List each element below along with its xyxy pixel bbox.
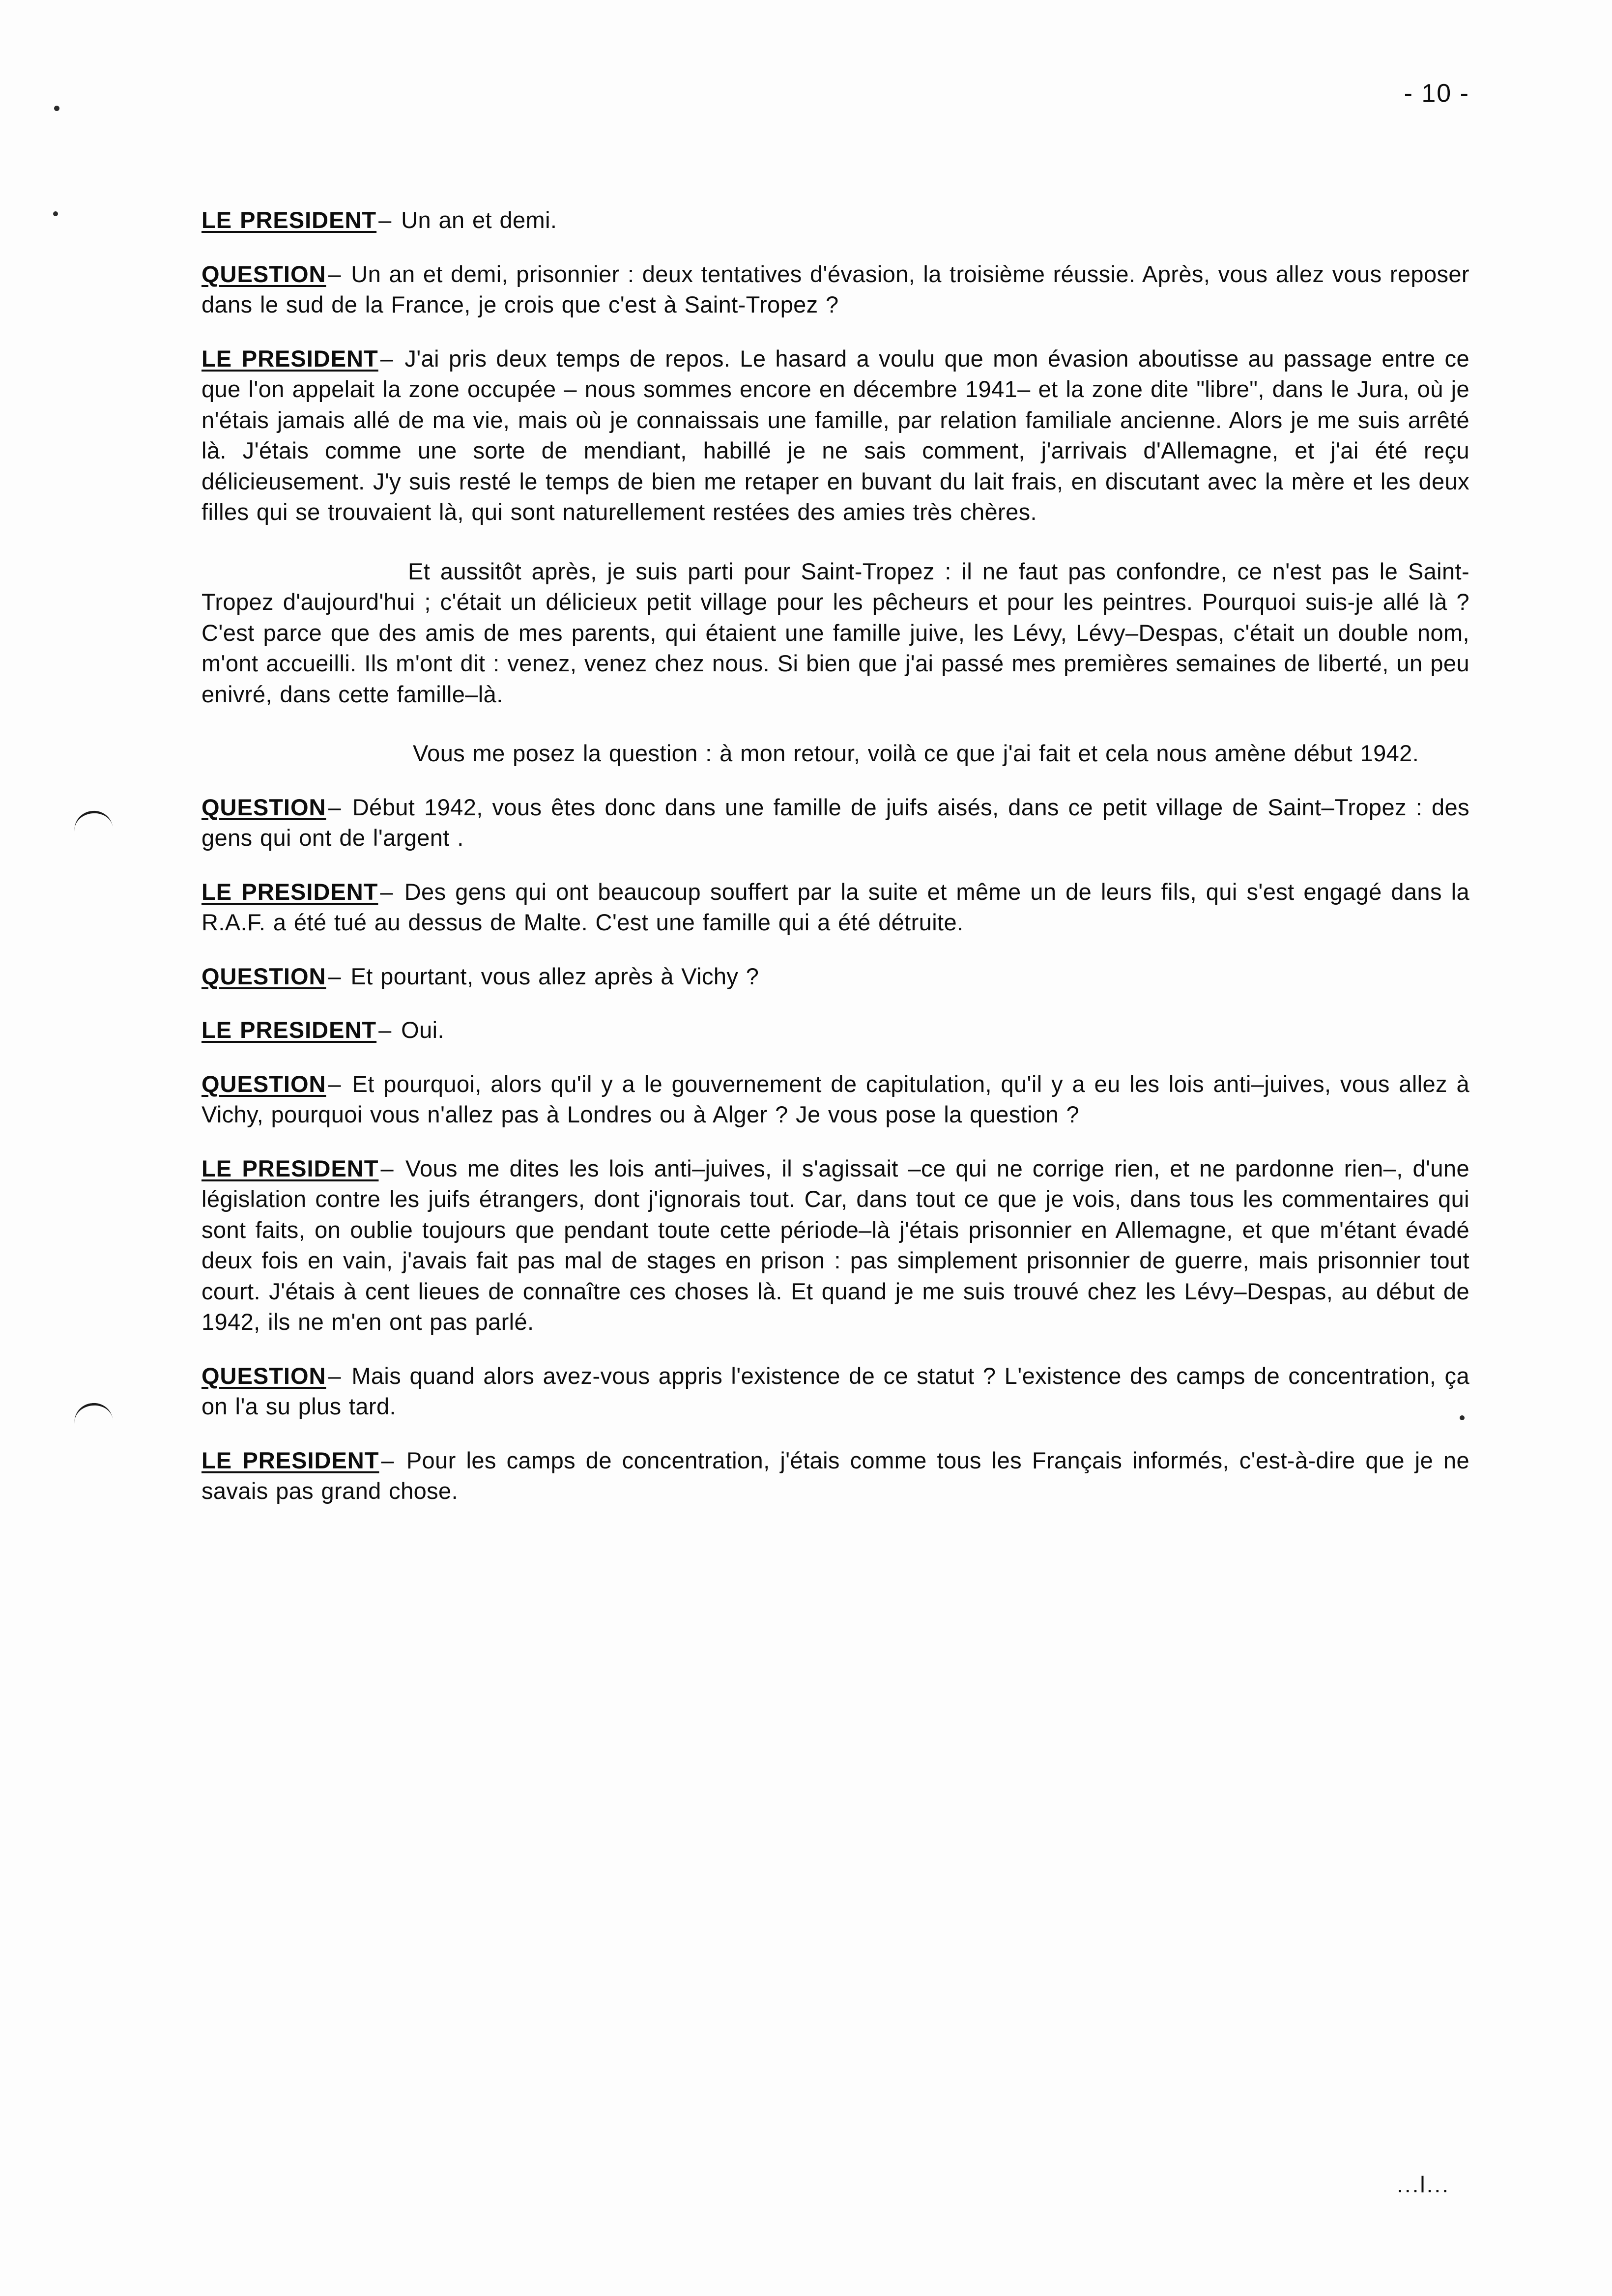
speaker-dash: – bbox=[328, 1362, 342, 1389]
paragraph-text: Début 1942, vous êtes donc dans une famille de juifs aisés, dans ce petit village de Saint–Tropez : des gens qui ont de l'argent . bbox=[202, 794, 1469, 851]
speaker-dash: – bbox=[378, 207, 392, 233]
paragraph-text: Mais quand alors avez-vous appris l'existence de ce statut ? L'existence des camps de concentration, ça on l'a su plus tard. bbox=[202, 1362, 1469, 1419]
transcript-paragraph bbox=[202, 877, 1469, 938]
speaker-label: QUESTION bbox=[202, 963, 326, 989]
transcript-paragraph bbox=[202, 792, 1469, 854]
transcript-paragraph bbox=[202, 344, 1469, 528]
paragraph-text: Et pourquoi, alors qu'il y a le gouvernement de capitulation, qu'il y a eu les lois anti–juives, vous allez à Vichy, pourquoi vous n'allez pas à Londres ou à Alger ? Je vous pose la question ? bbox=[202, 1070, 1469, 1127]
margin-mark bbox=[73, 1401, 113, 1427]
margin-mark bbox=[73, 809, 113, 835]
speaker-label: LE PRESIDENT bbox=[202, 1017, 377, 1043]
transcript-paragraph bbox=[202, 1445, 1469, 1507]
speaker-dash: – bbox=[328, 260, 342, 287]
speaker-dash: – bbox=[380, 878, 393, 905]
page-number: - 10 - bbox=[1404, 79, 1469, 108]
scan-speck bbox=[53, 211, 58, 216]
transcript-paragraph bbox=[202, 1069, 1469, 1130]
continuation-mark: ...l... bbox=[1397, 2172, 1450, 2197]
transcript-paragraph bbox=[202, 1153, 1469, 1338]
speaker-label: QUESTION bbox=[202, 794, 326, 820]
speaker-dash: – bbox=[328, 794, 342, 820]
transcript-paragraph bbox=[202, 205, 1469, 236]
paragraph-text: J'ai pris deux temps de repos. Le hasard a voulu que mon évasion aboutisse au passage entre ce que l'on appelait la zone occupée – nous sommes encore en décembre 1941– et la zone dite "libre", dans le Jura, où je n'étais jamais allé de ma vie, mais où je connaissais une famille, par relation familiale ancienne. Alors je me suis arrêté là. J'étais comme une sorte de mendiant, habillé je ne sais comment, j'arrivais d'Allemagne, et j'ai été reçu délicieusement. J'y suis resté le temps de bien me retaper en buvant du lait frais, en discutant avec la mère et les deux filles qui se trouvaient là, qui sont naturellement restées des amies très chères. bbox=[202, 345, 1469, 525]
speaker-label: LE PRESIDENT bbox=[202, 1155, 379, 1181]
paragraph-text: Un an et demi. bbox=[401, 207, 557, 233]
paragraph-text: Et aussitôt après, je suis parti pour Saint-Tropez : il ne faut pas confondre, ce n'est pas le Saint-Tropez d'aujourd'hui ; c'était un délicieux petit village pour les pêcheurs et pour les peintres. Pourquoi suis-je allé là ? C'est parce que des amis de mes parents, qui étaient une famille juive, les Lévy, Lévy–Despas, c'était un double nom, m'ont accueilli. Ils m'ont dit : venez, venez chez nous. Si bien que j'ai passé mes premières semaines de liberté, un peu enivré, dans cette famille–là. bbox=[202, 558, 1469, 707]
paragraph-text: Et pourtant, vous allez après à Vichy ? bbox=[350, 963, 759, 989]
paragraph-text: Pour les camps de concentration, j'étais comme tous les Français informés, c'est-à-dire que je ne savais pas grand chose. bbox=[202, 1447, 1469, 1504]
paragraph-text: Vous me dites les lois anti–juives, il s'agissait –ce qui ne corrige rien, et ne pardonne rien–, d'une législation contre les juifs étrangers, dont j'ignorais tout. Car, dans tout ce que je vois, dans tous les commentaires qui sont faits, on oublie toujours que pendant toute cette période–là j'étais prisonnier en Allemagne, et que m'étant évadé deux fois en vain, j'avais fait pas mal de stages en prison : pas simplement prisonnier de guerre, mais prisonnier tout court. J'étais à cent lieues de connaître ces choses là. Et quand je me suis trouvé chez les Lévy–Despas, au début de 1942, ils ne m'en ont pas parlé. bbox=[202, 1155, 1470, 1335]
speaker-label: QUESTION bbox=[202, 1362, 326, 1389]
speaker-label: LE PRESIDENT bbox=[202, 878, 378, 905]
speaker-dash: – bbox=[328, 963, 342, 989]
transcript-paragraph bbox=[202, 1015, 1469, 1046]
paragraph-text: Des gens qui ont beaucoup souffert par la suite et même un de leurs fils, qui s'est engagé dans la R.A.F. a été tué au dessus de Malte. C'est une famille qui a été détruite. bbox=[202, 878, 1469, 935]
transcript-paragraph bbox=[202, 961, 1469, 992]
transcript-paragraph bbox=[202, 738, 1469, 769]
speaker-label: QUESTION bbox=[202, 260, 326, 287]
speaker-dash: – bbox=[381, 1447, 394, 1473]
paragraph-text: Vous me posez la question : à mon retour, voilà ce que j'ai fait et cela nous amène début 1942. bbox=[413, 740, 1419, 766]
paragraph-text: Oui. bbox=[401, 1017, 444, 1043]
document-body bbox=[202, 182, 1469, 1507]
speaker-dash: – bbox=[380, 1155, 394, 1181]
speaker-dash: – bbox=[328, 1070, 342, 1097]
speaker-dash: – bbox=[380, 345, 394, 372]
transcript-paragraph bbox=[202, 1361, 1469, 1422]
transcript-paragraph bbox=[202, 259, 1469, 320]
paragraph-text: Un an et demi, prisonnier : deux tentatives d'évasion, la troisième réussie. Après, vous allez vous reposer dans le sud de la France, je crois que c'est à Saint-Tropez ? bbox=[202, 260, 1469, 317]
transcript-paragraph bbox=[202, 556, 1469, 710]
speaker-label: LE PRESIDENT bbox=[202, 345, 378, 372]
speaker-label: LE PRESIDENT bbox=[202, 1447, 379, 1473]
speaker-dash: – bbox=[378, 1017, 392, 1043]
speaker-label: QUESTION bbox=[202, 1070, 326, 1097]
speaker-label: LE PRESIDENT bbox=[202, 207, 377, 233]
scan-speck bbox=[54, 106, 59, 111]
